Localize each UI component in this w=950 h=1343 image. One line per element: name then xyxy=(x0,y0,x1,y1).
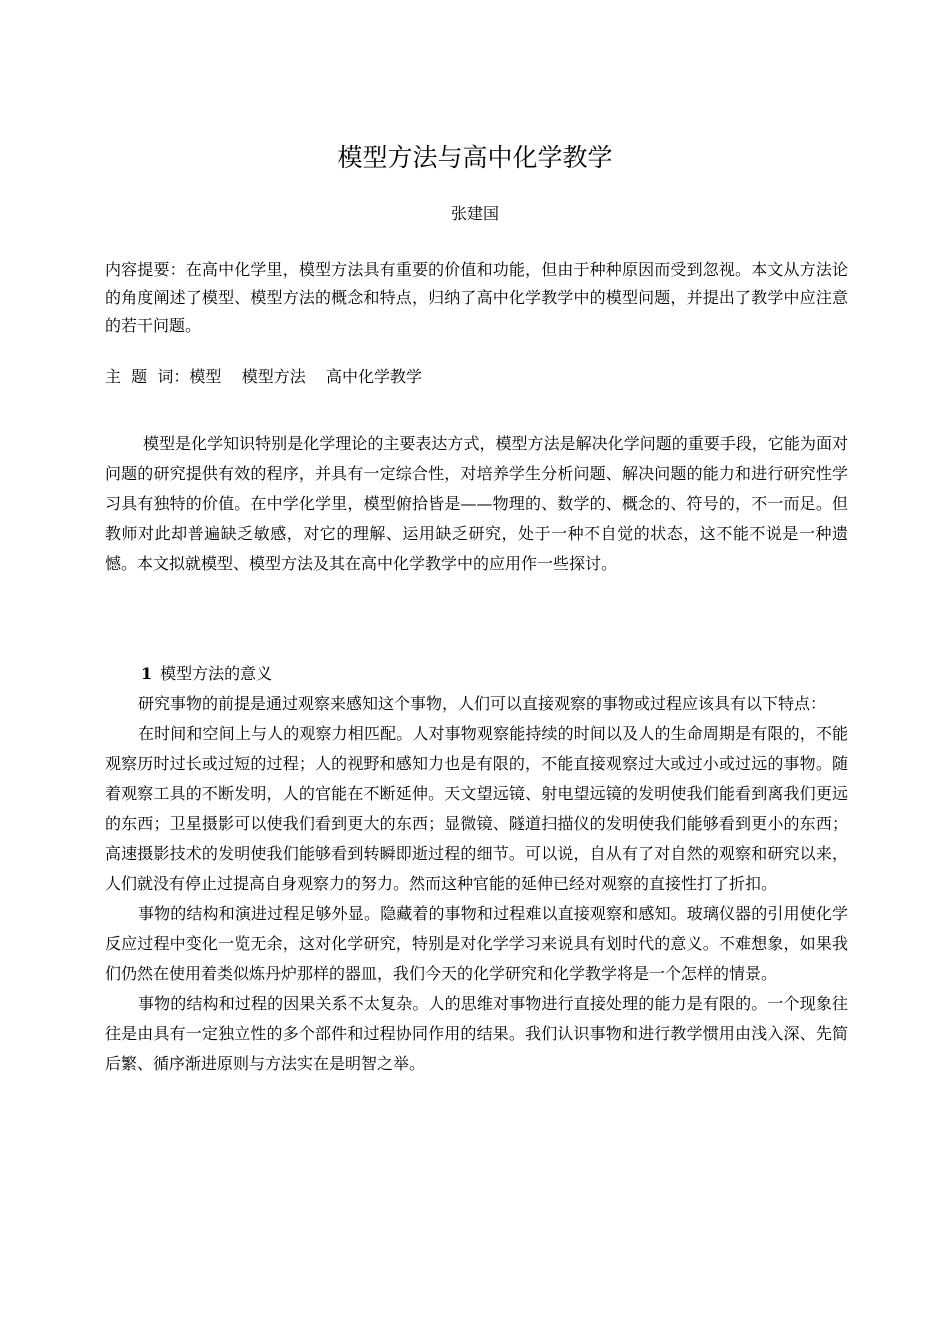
author-name: 张建国 xyxy=(450,204,499,223)
paragraph-body-text: 人的思维对事物进行直接处理的能力是有限的。一个现象往往是由具有一定独立性的多个部件和过程协同作用的结果。我们认识事物和进行教学惯用由浅入深、先简后繁、循序渐进原则与方法实在是明智之举。 xyxy=(105,994,848,1073)
paragraph-body-text: 隐藏着的事物和过程难以直接观察和感知。玻璃仪器的引用使化学反应过程中变化一览无余，这对化学研究，特别是对化学学习来说具有划时代的意义。不难想象，如果我们仍然在使用着类似炼丹炉那样的器皿，我们今天的化学研究和化学教学将是一个怎样的情景。 xyxy=(105,904,848,983)
paragraph-lead-phrase: 事物的结构和演进过程足够外显。 xyxy=(138,904,381,923)
abstract-text: 内容提要：在高中化学里，模型方法具有重要的价值和功能，但由于种种原因而受到忽视。本文从方法论的角度阐述了模型、模型方法的概念和特点，归纳了高中化学教学中的模型问题，并提出了教学中应注意的若干问题。 xyxy=(105,260,848,335)
intro-section xyxy=(105,429,848,579)
paragraph-body-text: 人对事物观察能持续的时间以及人的生命周期是有限的，不能观察历时过长或过短的过程；人的视野和感知力也是有限的，不能直接观察过大或过小或过远的事物。随着观察工具的不断发明，人的官能在不断延伸。天文望远镜、射电望远镜的发明使我们能看到离我们更远的东西；卫星摄影可以使我们看到更大的东西；显微镜、隧道扫描仪的发明使我们能够看到更小的东西；高速摄影技术的发明使我们能够看到转瞬即逝过程的细节。可以说，自从有了对自然的观察和研究以来，人们就没有停止过提高自身观察力的努力。然而这种官能的延伸已经对观察的直接性打了折扣。 xyxy=(105,724,848,893)
section-number: 1 xyxy=(141,664,153,683)
section-paragraph-1: 研究事物的前提是通过观察来感知这个事物，人们可以直接观察的事物或过程应该具有以下特点： xyxy=(138,694,827,713)
keywords-line: 主 题 词：模型 模型方法 高中化学教学 xyxy=(105,367,423,386)
section-body xyxy=(105,689,848,1079)
section-heading-text: 模型方法的意义 xyxy=(160,664,273,683)
section-heading xyxy=(141,660,272,688)
section-paragraph-2 xyxy=(105,719,848,899)
paragraph-lead-phrase: 在时间和空间上与人的观察力相匹配。 xyxy=(138,724,413,743)
section-paragraph-3 xyxy=(105,899,848,989)
intro-paragraph: 模型是化学知识特别是化学理论的主要表达方式，模型方法是解决化学问题的重要手段，它能为面对问题的研究提供有效的程序，并具有一定综合性，对培养学生分析问题、解决问题的能力和进行研究性学习具有独特的价值。在中学化学里，模型俯拾皆是——物理的、数学的、概念的、符号的，不一而足。但教师对此却普遍缺乏敏感，对它的理解、运用缺乏研究，处于一种不自觉的状态，这不能不说是一种遗憾。本文拟就模型、模型方法及其在高中化学教学中的应用作一些探讨。 xyxy=(105,434,848,573)
document-title: 模型方法与高中化学教学 xyxy=(337,143,613,172)
paragraph-lead-phrase: 事物的结构和过程的因果关系不太复杂。 xyxy=(138,994,429,1013)
section-paragraph-4 xyxy=(105,989,848,1079)
